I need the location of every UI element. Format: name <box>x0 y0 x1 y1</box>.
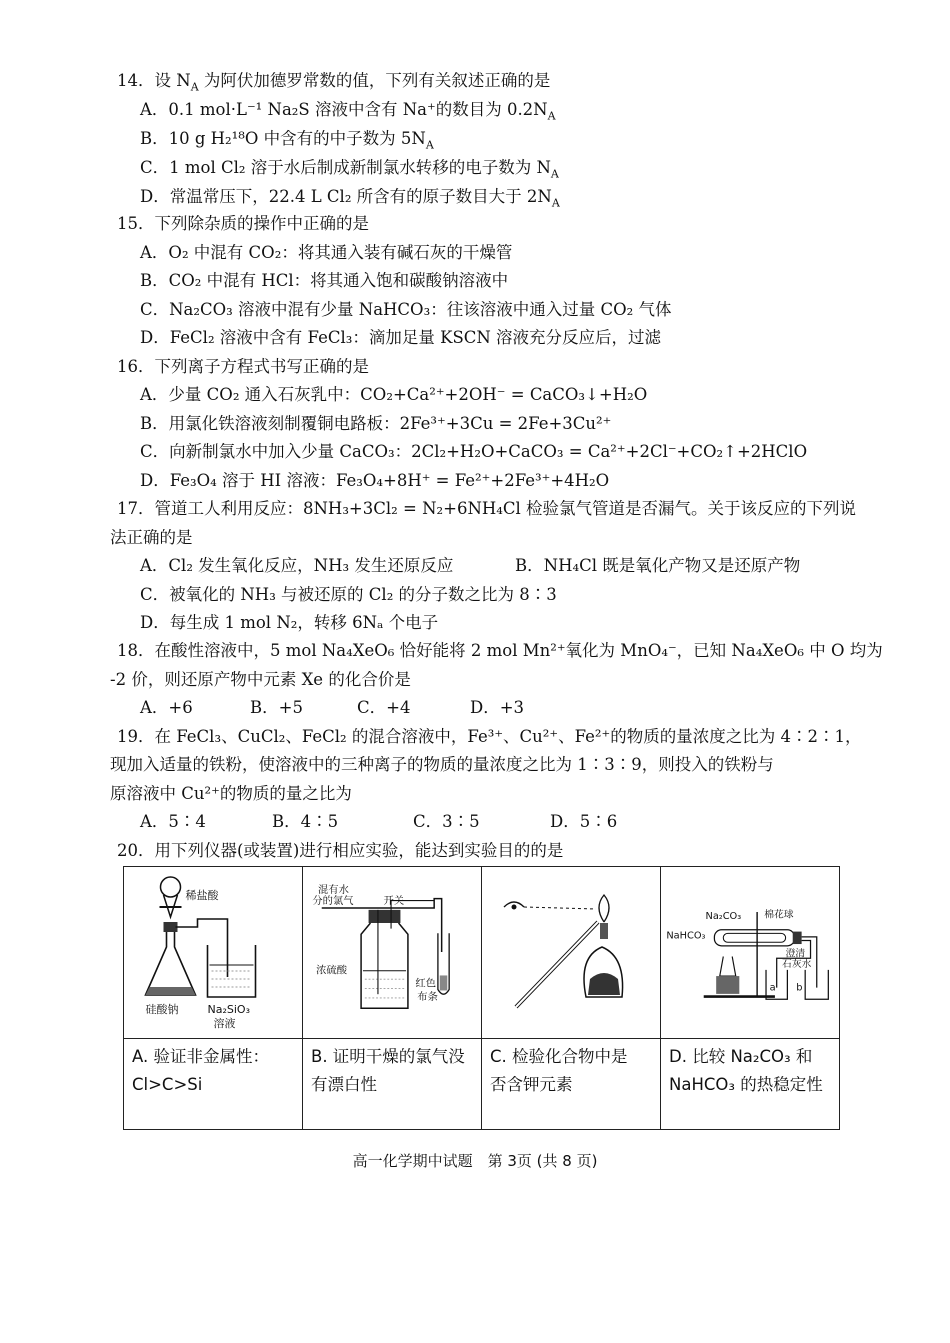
q20-stem: 20．用下列仪器(或装置)进行相应实验，能达到实验目的的是 <box>117 841 564 860</box>
caption-c-line1: C. 检验化合物中是 <box>490 1047 628 1066</box>
q16-option-b: B．用氯化铁溶液刻制覆铜电路板：2Fe³⁺+3Cu = 2Fe+3Cu²⁺ <box>140 414 612 433</box>
fig-b-label-red: 红色 <box>415 977 437 990</box>
fig-a-label-solution: 溶液 <box>213 1017 236 1030</box>
caption-b-line1: B. 证明干燥的氯气没 <box>311 1047 465 1066</box>
q18-option-d: D．+3 <box>470 698 525 717</box>
q14-stem: 14．设 $N_A$ 为阿伏加德罗常数的值，下列有关叙述正确的是 <box>117 71 551 94</box>
caption-a-line1: A. 验证非金属性： <box>132 1047 269 1066</box>
q14-option-b: B．10 g H₂¹⁸O 中含有的中子数为 $5N_A$ <box>140 129 434 152</box>
caption-d-line1: D. 比较 Na₂CO₃ 和 <box>669 1047 813 1066</box>
q18-option-b: B．+5 <box>250 698 303 717</box>
fig-b-label-cloth: 布条 <box>417 990 438 1003</box>
q19-stem-line2: 现加入适量的铁粉，使溶液中的三种离子的物质的量浓度之比为 1∶3∶9，则投入的铁粉与 <box>110 755 774 774</box>
q14-option-d: D．常温常压下，22.4 L Cl₂ 所含有的原子数目大于 $2N_A$ <box>140 187 560 210</box>
q14-option-a: A．0.1 mol·L⁻¹ Na₂S 溶液中含有 Na⁺的数目为 $0.2N_A$ <box>140 100 556 123</box>
q18-option-c: C．+4 <box>357 698 411 717</box>
q15-stem: 15．下列除杂质的操作中正确的是 <box>117 214 369 233</box>
q16-option-a: A．少量 CO₂ 通入石灰乳中：CO₂+Ca²⁺+2OH⁻ = CaCO₃↓+H₂O <box>140 385 648 404</box>
fig-a-label-na2sio3: Na₂SiO₃ <box>207 1003 250 1016</box>
q16-option-c: C．向新制氯水中加入少量 CaCO₃：2Cl₂+H₂O+CaCO₃ = Ca²⁺+2Cl⁻+CO₂↑+2HClO <box>140 442 808 461</box>
q16-option-d: D．Fe₃O₄ 溶于 HI 溶液：Fe₃O₄+8H⁺ = Fe²⁺+2Fe³⁺+4H₂O <box>140 471 610 490</box>
q20-apparatus-table <box>123 866 840 1130</box>
q15-option-a: A．O₂ 中混有 CO₂：将其通入装有碱石灰的干燥管 <box>140 243 513 262</box>
q15-option-d: D．FeCl₂ 溶液中含有 FeCl₃：滴加足量 KSCN 溶液充分反应后，过滤 <box>140 328 662 347</box>
caption-b <box>303 1039 482 1130</box>
fig-b-label-wet: 混有水 <box>317 884 349 897</box>
fig-d-label-limewater: 石灰水 <box>782 959 812 971</box>
fig-a-label-silicate-solid: 硅酸钠 <box>145 1003 179 1016</box>
fig-a-label-hcl: 稀盐酸 <box>185 889 219 902</box>
caption-c <box>482 1039 661 1130</box>
fig-b-label-conc-h2so4: 浓硫酸 <box>316 964 348 977</box>
q17-stem-line2: 法正确的是 <box>110 528 193 547</box>
q18-stem-line1: 18．在酸性溶液中，5 mol Na₄XeO₆ 恰好能将 2 mol Mn²⁺氧化为 MnO₄⁻，已知 Na₄XeO₆ 中 O 均为 <box>117 641 883 660</box>
q18-stem-line2: -2 价，则还原产物中元素 Xe 的化合价是 <box>110 670 411 689</box>
figure-c-apparatus <box>482 867 660 1038</box>
q17-stem-line1: 17．管道工人利用反应：8NH₃+3Cl₂ = N₂+6NH₄Cl 检验氯气管道是否漏气。关于该反应的下列说 <box>117 499 857 518</box>
q19-option-a: A．5∶4 <box>140 812 206 831</box>
figure-a-acid-strength <box>124 867 303 1039</box>
page-footer: 高一化学期中试题 第 3页 (共 8 页) <box>352 1152 598 1170</box>
figure-b-apparatus <box>303 867 481 1038</box>
q17-option-a: A．Cl₂ 发生氧化反应，NH₃ 发生还原反应 <box>140 556 454 575</box>
fig-d-label-a: a <box>769 982 776 994</box>
q15-option-b: B．CO₂ 中混有 HCl：将其通入饱和碳酸钠溶液中 <box>140 271 509 290</box>
fig-d-label-cotton: 棉花球 <box>764 909 794 921</box>
q19-option-c: C．3∶5 <box>413 812 480 831</box>
q14-option-c: C．1 mol Cl₂ 溶于水后制成新制氯水转移的电子数为 $N_A$ <box>140 158 559 181</box>
q16-stem: 16．下列离子方程式书写正确的是 <box>117 357 369 376</box>
fig-b-label-switch: 开关 <box>383 895 405 908</box>
fig-d-label-na2co3: Na₂CO₃ <box>705 911 742 923</box>
caption-d <box>661 1039 840 1130</box>
figure-b-dry-chlorine <box>303 867 482 1039</box>
q17-option-b: B．NH₄Cl 既是氧化产物又是还原产物 <box>515 556 801 575</box>
q19-stem-line3: 原溶液中 Cu²⁺的物质的量之比为 <box>110 784 352 803</box>
q18-option-a: A．+6 <box>140 698 193 717</box>
caption-a <box>124 1039 303 1130</box>
q19-option-b: B．4∶5 <box>272 812 339 831</box>
fig-d-label-clear: 澄清 <box>785 948 806 960</box>
fig-b-label-chlorine: 分的氯气 <box>312 895 354 908</box>
figure-d-thermal-stability <box>661 867 840 1039</box>
q17-option-c: C．被氧化的 NH₃ 与被还原的 Cl₂ 的分子数之比为 8∶3 <box>140 585 557 604</box>
q15-option-c: C．Na₂CO₃ 溶液中混有少量 NaHCO₃：往该溶液中通入过量 CO₂ 气体 <box>140 300 672 319</box>
caption-d-line2: NaHCO₃ 的热稳定性 <box>669 1075 823 1094</box>
figure-a-apparatus <box>124 867 302 1038</box>
fig-d-label-nahco3: NaHCO₃ <box>666 930 706 942</box>
q19-stem-line1: 19．在 FeCl₃、CuCl₂、FeCl₂ 的混合溶液中，Fe³⁺、Cu²⁺、Fe²⁺的物质的量浓度之比为 4∶2∶1， <box>117 727 862 746</box>
caption-b-line2: 有漂白性 <box>311 1075 377 1094</box>
figure-d-apparatus <box>661 867 839 1038</box>
figure-c-flame-test <box>482 867 661 1039</box>
caption-c-line2: 否含钾元素 <box>490 1075 573 1094</box>
q19-option-d: D．5∶6 <box>550 812 618 831</box>
fig-d-label-b: b <box>796 982 803 994</box>
caption-a-line2: Cl>C>Si <box>132 1075 203 1094</box>
q17-option-d: D．每生成 1 mol N₂，转移 6Nₐ 个电子 <box>140 613 439 632</box>
